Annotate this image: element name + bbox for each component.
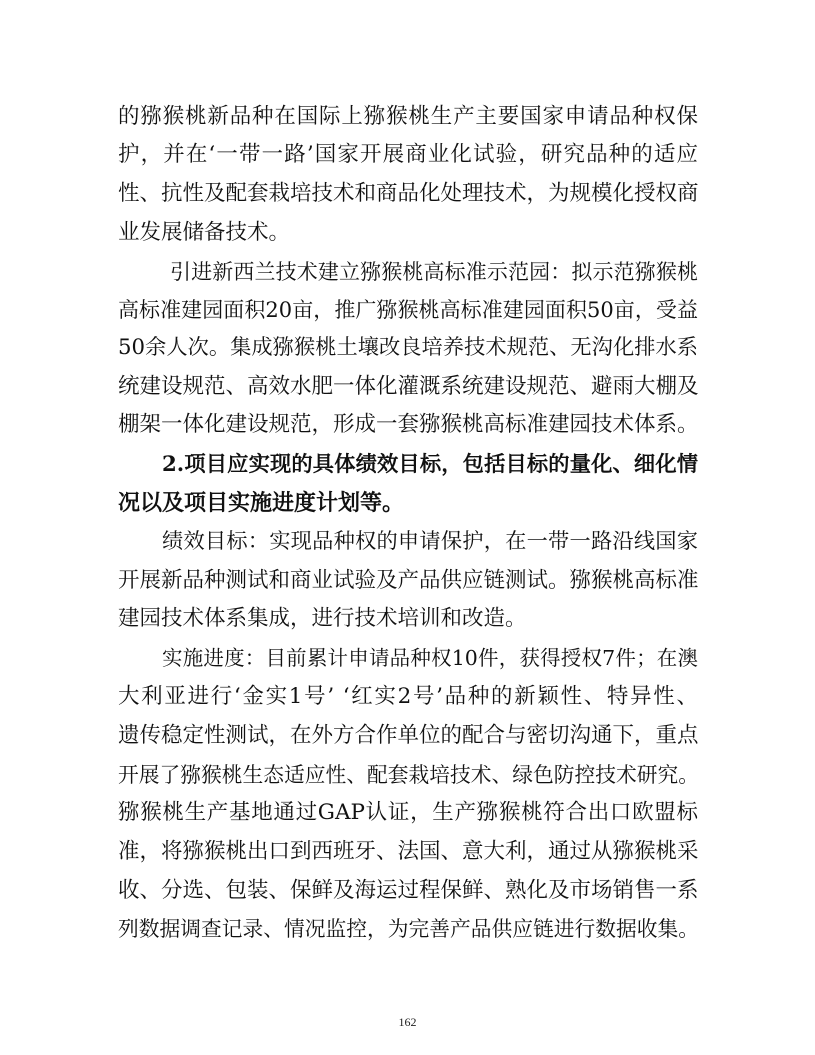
paragraph-line: 性、抗性及配套栽培技术和商品化处理技术，为规模化授权商 (118, 181, 699, 206)
paragraph-line: 大利亚进行‘金实1号’ ‘红实2号’品种的新颖性、特异性、 (118, 684, 698, 709)
paragraph-line: 列数据调查记录、情况监控，为完善产品供应链进行数据收集。 (118, 917, 700, 941)
paragraph-line: 收、分选、包装、保鲜及海运过程保鲜、熟化及市场销售一系 (118, 878, 699, 903)
paragraph-line: 50余人次。集成猕猴桃土壤改良培养技术规范、无沟化排水系 (118, 335, 698, 360)
paragraph-line: 开展新品种测试和商业试验及产品供应链测试。猕猴桃高标准 (118, 568, 699, 593)
paragraph-line: 统建设规范、高效水肥一体化灌溉系统建设规范、避雨大棚及 (118, 374, 699, 399)
section-heading: 2.项目应实现的具体绩效目标，包括目标的量化、细化情 (162, 452, 698, 477)
paragraph-line: 的猕猴桃新品种在国际上猕猴桃生产主要国家申请品种权保 (118, 104, 698, 129)
section-heading: 况以及项目实施进度计划等。 (118, 490, 405, 516)
page-number: 162 (398, 1015, 417, 1029)
paragraph-line: 建园技术体系集成，进行技术培训和改造。 (118, 606, 527, 631)
paragraph-line: 绩效目标：实现品种权的申请保护，在一带一路沿线国家 (162, 529, 698, 554)
paragraph-line: 棚架一体化建设规范，形成一套猕猴桃高标准建园技术体系。 (118, 412, 699, 437)
paragraph-line: 开展了猕猴桃生态适应性、配套栽培技术、绿色防控技术研究。 (118, 763, 700, 787)
paragraph-line: 猕猴桃生产基地通过GAP认证，生产猕猴桃符合出口欧盟标 (118, 800, 698, 825)
paragraph-line: 准，将猕猴桃出口到西班牙、法国、意大利，通过从猕猴桃采 (118, 839, 699, 864)
paragraph-line: 护，并在‘一带一路’国家开展商业化试验，研究品种的适应 (118, 142, 698, 167)
paragraph-line: 高标准建园面积20亩，推广猕猴桃高标准建园面积50亩，受益 (118, 298, 698, 322)
paragraph-line: 业发展储备技术。 (118, 220, 291, 245)
paragraph-line: 遗传稳定性测试，在外方合作单位的配合与密切沟通下，重点 (118, 723, 699, 748)
paragraph-line: 引进新西兰技术建立猕猴桃高标准示范园：拟示范猕猴桃 (170, 260, 698, 284)
paragraph-line: 实施进度：目前累计申请品种权10件，获得授权7件；在澳 (162, 646, 698, 670)
